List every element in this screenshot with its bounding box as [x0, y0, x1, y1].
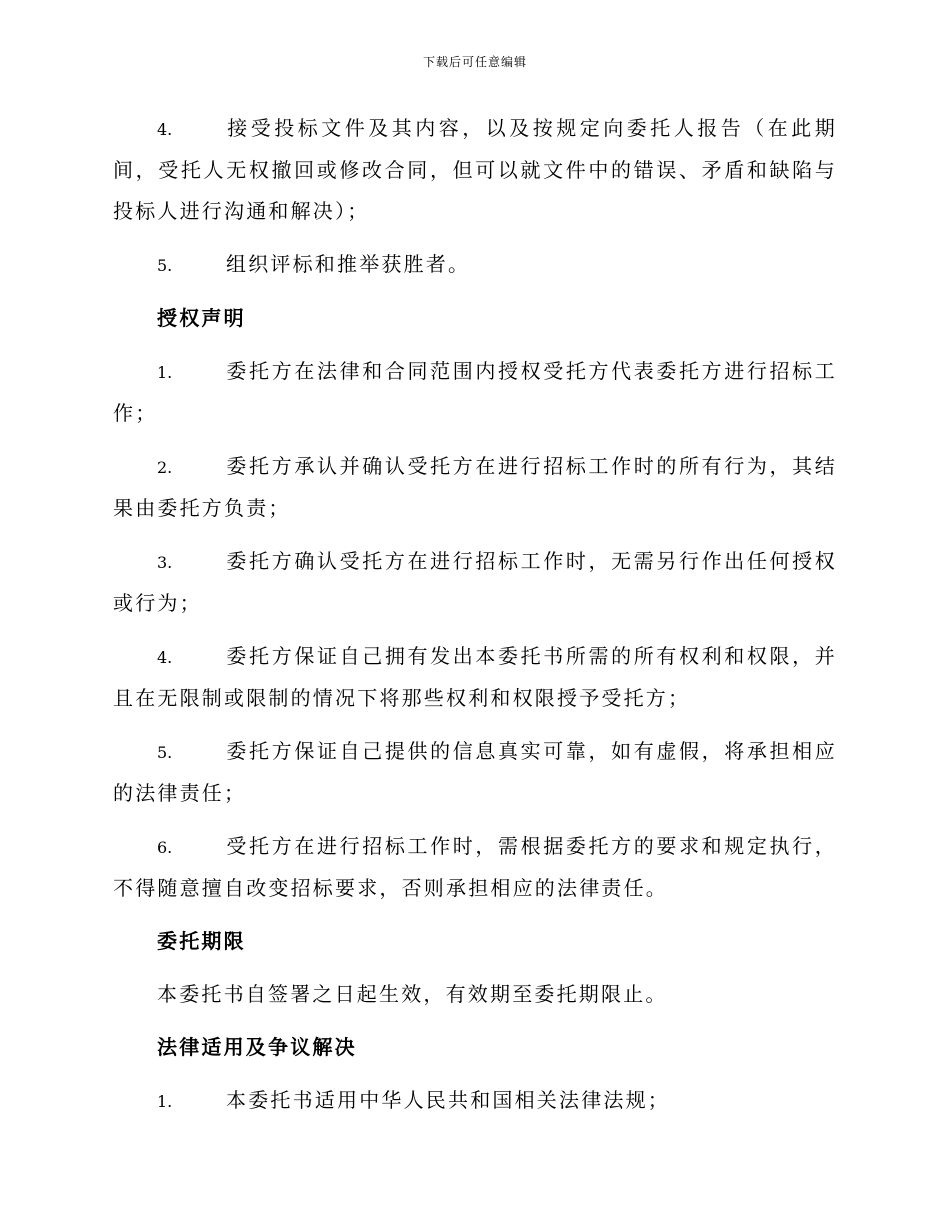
list-item	[113, 636, 837, 719]
list-item	[113, 108, 837, 232]
paragraph: 本委托书自签署之日起生效，有效期至委托期限止。	[157, 982, 668, 1006]
item-number: 3.	[157, 553, 173, 572]
item-text: 委托方承认并确认受托方在进行招标工作时的所有行为，其结果由委托方负责；	[113, 454, 837, 520]
list-item	[113, 731, 837, 814]
list-item	[113, 826, 837, 909]
item-number: 4.	[157, 648, 173, 667]
section-heading-authorization: 授权声明	[157, 306, 246, 330]
item-number: 6.	[157, 838, 173, 857]
list-item	[113, 351, 837, 434]
list-item	[113, 446, 837, 529]
section-heading-term: 委托期限	[157, 929, 246, 953]
list-item	[113, 1080, 837, 1122]
item-number: 5.	[157, 743, 173, 762]
item-text: 受托方在进行招标工作时，需根据委托方的要求和规定执行，不得随意擅自改变招标要求，否则承担相应的法律责任。	[113, 834, 837, 900]
item-number: 1.	[157, 1092, 173, 1111]
item-number: 2.	[157, 458, 173, 477]
item-text: 本委托书适用中华人民共和国相关法律法规；	[226, 1088, 670, 1112]
item-text: 委托方在法律和合同范围内授权受托方代表委托方进行招标工作；	[113, 359, 837, 425]
item-text: 接受投标文件及其内容，以及按规定向委托人报告（在此期间，受托人无权撤回或修改合同，但可以就文件中的错误、矛盾和缺陷与投标人进行沟通和解决）；	[113, 116, 837, 223]
item-text: 委托方确认受托方在进行招标工作时，无需另行作出任何授权或行为；	[113, 549, 837, 615]
item-text: 委托方保证自己提供的信息真实可靠，如有虚假，将承担相应的法律责任；	[113, 739, 837, 805]
item-text: 委托方保证自己拥有发出本委托书所需的所有权利和权限，并且在无限制或限制的情况下将那些权利和权限授予受托方；	[113, 644, 837, 710]
page-header: 下载后可任意编辑	[422, 55, 527, 69]
list-item	[113, 541, 837, 624]
item-number: 1.	[157, 363, 173, 382]
document-body	[113, 108, 837, 1134]
item-number: 4.	[157, 120, 173, 139]
section-heading-law: 法律适用及争议解决	[157, 1035, 357, 1059]
item-number: 5.	[157, 256, 173, 275]
list-item	[113, 244, 837, 286]
item-text: 组织评标和推举获胜者。	[226, 252, 471, 276]
